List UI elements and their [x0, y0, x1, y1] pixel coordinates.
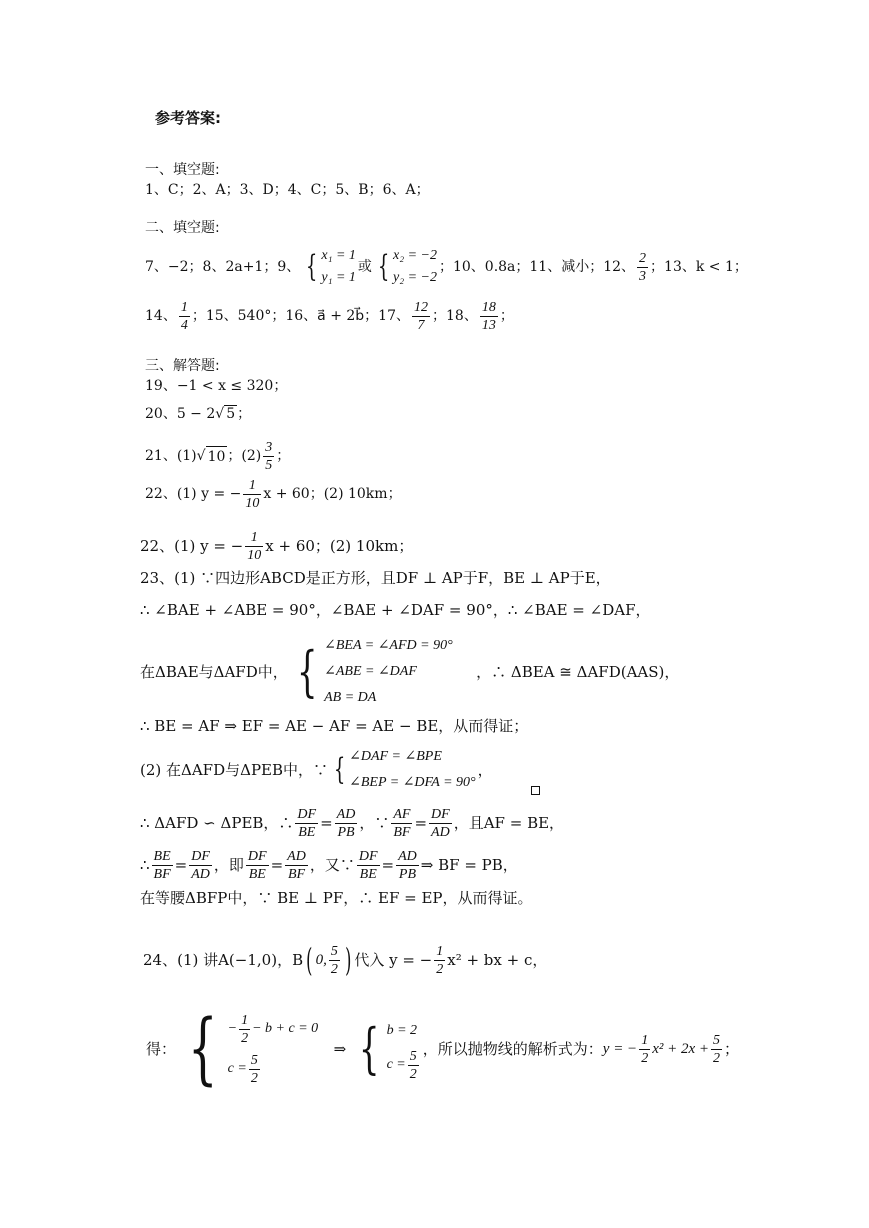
text-segment: c = — [227, 1061, 247, 1076]
denominator: 2 — [241, 1030, 249, 1046]
denominator: 2 — [330, 961, 338, 977]
text-segment: ；10、0.8a；11、减小；12、 — [438, 259, 636, 275]
denominator: 7 — [417, 317, 425, 333]
system-row: ∠BEP = ∠DFA = 90° — [349, 775, 476, 790]
brace: { — [377, 249, 390, 284]
text-segment: c = — [386, 1057, 406, 1072]
fraction — [480, 299, 498, 334]
fraction — [246, 848, 269, 883]
fraction — [357, 848, 380, 883]
text-segment: x + 60；(2) 10km； — [263, 486, 402, 502]
radicand: 10 — [206, 446, 228, 467]
text-segment: ∴ ΔAFD ∽ ΔPEB，∴ — [140, 814, 294, 832]
text-segment: ∴ — [140, 856, 150, 874]
or-text: 或 — [357, 259, 372, 275]
system-rows — [324, 633, 474, 711]
equals: = — [320, 814, 333, 832]
section-3-heading: 三、解答题: — [145, 358, 220, 374]
denominator: BF — [287, 866, 306, 882]
text-segment: ； — [724, 1040, 740, 1058]
numerator: 1 — [245, 529, 263, 547]
numerator: 5 — [409, 1048, 417, 1064]
fraction — [408, 1048, 419, 1083]
system-row — [228, 1009, 328, 1049]
equation-system-1 — [302, 245, 356, 289]
numerator: DF — [297, 806, 317, 822]
text-segment: 24、(1) 讲A(−1,0)，B — [143, 951, 304, 969]
text-segment: ⇒ BF = PB， — [420, 856, 518, 874]
equals: = — [414, 814, 428, 832]
equation-system-4 — [330, 744, 476, 796]
section-1-heading: 一、填空题: — [145, 162, 220, 178]
text-segment: ， — [477, 761, 493, 779]
system-rows — [393, 245, 437, 289]
fraction — [329, 943, 340, 978]
answer-24-line-2 — [146, 1006, 739, 1092]
text-segment: 代入 y = − — [354, 951, 433, 969]
numerator: AD — [287, 848, 306, 864]
denominator: 10 — [245, 495, 260, 511]
denominator: PB — [337, 824, 355, 840]
numerator: AD — [336, 806, 356, 822]
denominator: BE — [248, 866, 266, 882]
text-segment: ，∴ ΔBEA ≅ ΔAFD(AAS)， — [476, 663, 680, 681]
text-segment: ，所以抛物线的解析式为： — [422, 1040, 603, 1058]
denominator: BE — [298, 824, 316, 840]
square-mark — [531, 786, 540, 795]
text-segment: − — [227, 1021, 238, 1036]
brace: { — [306, 249, 318, 284]
text-segment: ，∵ — [359, 814, 390, 832]
system-row: y₂ = −2 — [392, 270, 437, 285]
answer-20: 20、5 − 2√ 5 ； — [145, 406, 252, 422]
section-2-heading: 二、填空题: — [145, 220, 220, 236]
implies-arrow: ⇒ — [333, 1040, 347, 1058]
text-segment: ；15、540°；16、a⃗ + 2b⃗；17、 — [191, 308, 410, 324]
equation-system-2 — [374, 245, 437, 289]
fraction — [152, 848, 173, 883]
denominator: 3 — [639, 268, 647, 284]
equals: = — [381, 856, 395, 874]
equation-system-5 — [178, 1004, 328, 1094]
equals: = — [270, 856, 284, 874]
text-segment: ，即 — [213, 856, 244, 874]
numerator: 1 — [243, 477, 261, 495]
fraction — [295, 806, 318, 841]
denominator: 13 — [481, 317, 496, 333]
fraction — [189, 848, 212, 883]
text-segment: ，又∵ — [309, 856, 355, 874]
text-segment: ；13、k < 1； — [650, 259, 748, 275]
text-segment: − b + c = 0 — [252, 1021, 319, 1036]
text-segment: (2) 在ΔAFD与ΔPEB中，∵ — [140, 761, 329, 779]
paren-left: ( — [306, 941, 313, 979]
numerator: 1 — [241, 1012, 249, 1028]
numerator: 5 — [330, 943, 338, 959]
text-segment: x + 60；(2) 10km； — [265, 537, 414, 555]
system-row: y₁ = 1 — [321, 270, 356, 285]
numerator: 5 — [250, 1052, 258, 1068]
text-segment: 22、(1) y = − — [145, 486, 242, 502]
text-segment: 0, — [315, 952, 327, 968]
denominator: AD — [191, 866, 210, 882]
system-row: ∠BEA = ∠AFD = 90° — [324, 638, 453, 653]
answer-23-line-2: ∴ ∠BAE + ∠ABE = 90°，∠BAE + ∠DAF = 90°，∴ ∠BAE = ∠DAF， — [140, 601, 651, 619]
fraction — [711, 1032, 722, 1067]
text-segment: ； — [276, 448, 291, 464]
system-row — [228, 1049, 328, 1089]
page-title: 参考答案: — [155, 109, 221, 127]
text-segment: ；(2) — [227, 448, 262, 464]
numerator: 12 — [414, 299, 428, 315]
answer-23-line-8: 在等腰ΔBFP中，∵ BE ⊥ PF，∴ EF = EP，从而得证。 — [140, 889, 533, 907]
answer-22 — [145, 474, 402, 514]
system-rows — [349, 744, 476, 796]
text-segment: 20、5 − 2 — [145, 406, 216, 422]
text-segment: 14、 — [145, 308, 177, 324]
denominator: 2 — [250, 1070, 258, 1086]
text-segment: 22、(1) y = − — [140, 537, 244, 555]
system-row: b = 2 — [386, 1023, 418, 1038]
system-rows — [228, 1009, 328, 1089]
text-segment: ； — [499, 308, 514, 324]
text-segment: 在ΔBAE与ΔAFD中， — [140, 663, 288, 681]
answer-23-line-4: ∴ BE = AF ⇒ EF = AE − AF = AE − BE，从而得证； — [140, 717, 529, 735]
answer-24-line-1 — [143, 938, 547, 982]
denominator: 2 — [641, 1050, 649, 1066]
fraction — [396, 848, 419, 883]
text-segment: x² + 2x + — [652, 1041, 709, 1057]
text-segment: x² + bx + c， — [447, 951, 548, 969]
denominator: 2 — [713, 1050, 720, 1066]
numerator: 2 — [639, 250, 647, 266]
denominator: 2 — [409, 1066, 417, 1082]
answer-23-line-1: 23、(1) ∵四边形ABCD是正方形，且DF ⊥ AP于F，BE ⊥ AP于E， — [140, 569, 611, 587]
numerator: DF — [358, 848, 378, 864]
system-rows — [321, 245, 356, 289]
radicand: 5 — [226, 406, 236, 422]
equation-system-6 — [352, 1015, 421, 1083]
denominator: BE — [359, 866, 377, 882]
fraction — [285, 848, 308, 883]
fraction — [412, 299, 430, 334]
numerator: 1 — [436, 943, 444, 959]
brace: { — [296, 640, 318, 703]
fraction — [179, 299, 190, 334]
section-1-answers: 1、C；2、A；3、D；4、C；5、B；6、A； — [145, 182, 430, 198]
numerator: 18 — [481, 299, 496, 315]
text-segment: ； — [237, 406, 252, 422]
fraction — [434, 943, 445, 978]
denominator: 4 — [180, 317, 188, 333]
system-row: x₂ = −2 — [392, 248, 437, 263]
answer-23-line-3 — [140, 634, 679, 710]
text-segment: y = − — [602, 1041, 638, 1057]
numerator: DF — [191, 848, 210, 864]
answer-line-7-13 — [145, 244, 748, 290]
brace: { — [359, 1017, 380, 1080]
fraction — [391, 806, 412, 841]
fraction — [263, 439, 274, 474]
denominator: AD — [431, 824, 450, 840]
fraction — [245, 529, 263, 564]
answer-23-line-6 — [140, 802, 564, 844]
answer-21: 21、(1) √ 10 ；(2) $\frac{3}{5}$ ； — [145, 439, 291, 473]
answer-19: 19、−1 < x ≤ 320； — [145, 378, 288, 394]
numerator: DF — [247, 848, 267, 864]
system-row: AB = DA — [324, 690, 377, 705]
fraction — [637, 250, 648, 285]
numerator: 1 — [641, 1032, 649, 1048]
numerator: AF — [393, 806, 411, 822]
text-segment: ，且AF = BE， — [453, 814, 565, 832]
fraction — [249, 1052, 260, 1087]
system-rows — [387, 1015, 421, 1083]
fraction — [429, 806, 452, 841]
denominator: 10 — [247, 547, 262, 563]
denominator: 5 — [265, 457, 273, 473]
fraction — [243, 477, 261, 512]
brace: { — [187, 1004, 218, 1094]
numerator: BE — [153, 848, 171, 864]
denominator: BF — [153, 866, 171, 882]
answer-22-repeat — [140, 526, 413, 566]
equation-system-3 — [290, 633, 474, 711]
system-row: x₁ = 1 — [321, 248, 356, 263]
denominator: PB — [398, 866, 416, 882]
equals: = — [174, 856, 188, 874]
numerator: AD — [398, 848, 417, 864]
brace: { — [333, 752, 346, 787]
text-segment: 21、(1) — [145, 448, 197, 464]
numerator: 1 — [180, 299, 188, 315]
numerator: 5 — [713, 1032, 720, 1048]
paren-right: ) — [344, 941, 352, 979]
answer-line-14-18 — [145, 296, 514, 336]
fraction — [639, 1032, 650, 1067]
answer-23-line-5 — [140, 744, 493, 796]
system-row: ∠ABE = ∠DAF — [324, 664, 417, 679]
system-row — [387, 1047, 421, 1083]
denominator: 2 — [436, 961, 444, 977]
numerator: 3 — [265, 439, 273, 455]
fraction — [335, 806, 358, 841]
fraction — [239, 1012, 250, 1047]
answer-23-line-7 — [140, 844, 518, 886]
text-segment: 7、−2；8、2a+1；9、 — [145, 259, 301, 275]
text-segment: ；18、 — [432, 308, 478, 324]
denominator: BF — [393, 824, 411, 840]
numerator: DF — [431, 806, 450, 822]
text-segment: 得： — [146, 1040, 177, 1058]
system-row: ∠DAF = ∠BPE — [349, 749, 442, 764]
